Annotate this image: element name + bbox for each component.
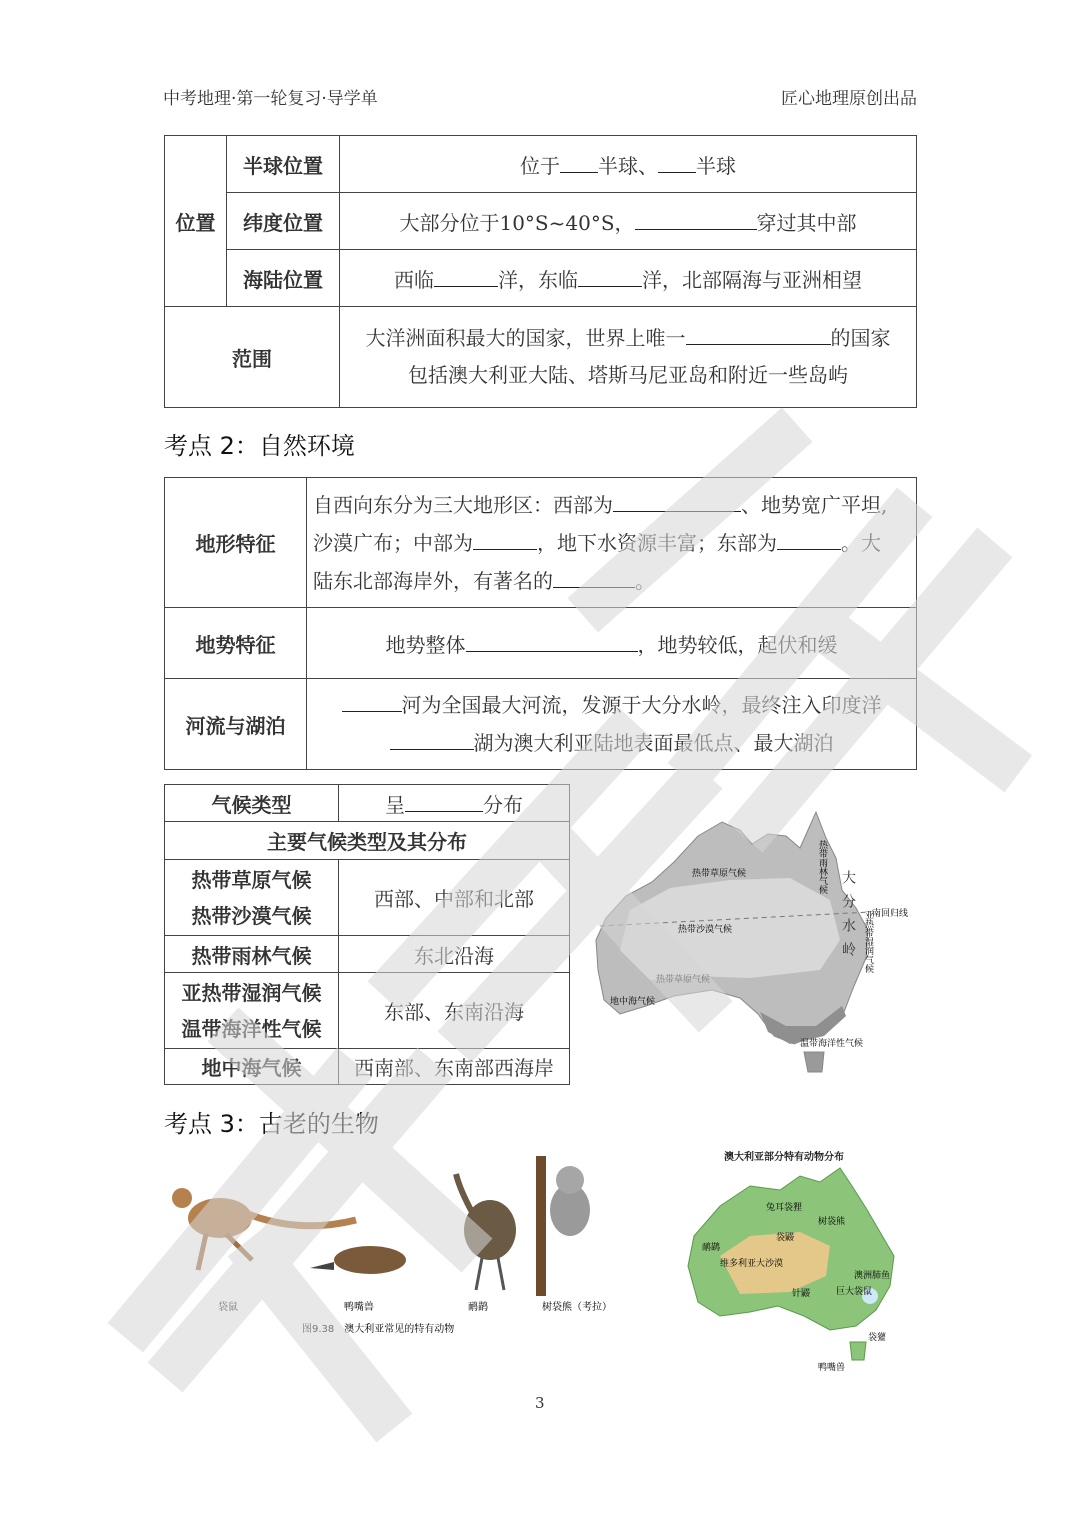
scope-text-c: 包括澳大利亚大陆、塔斯马尼亚岛和附近一些岛屿: [408, 363, 848, 387]
sealand-text-b: 洋，东临: [498, 267, 578, 292]
blank-field[interactable]: [342, 693, 402, 712]
koala-label: 树袋熊（考拉）: [542, 1302, 612, 1313]
climate-main-label: 主要气候类型及其分布: [165, 822, 570, 860]
river-text-a: 河为全国最大河流，发源于大分水岭，最终注入印度洋: [401, 693, 882, 717]
blank-field[interactable]: [658, 154, 696, 173]
blank-field[interactable]: [473, 531, 537, 550]
section-2-title: 考点 2：自然环境: [164, 432, 355, 460]
climate-table: [164, 784, 570, 1085]
animal-map-label: 鸭嘴兽: [818, 1363, 846, 1373]
hemisphere-cell: [340, 136, 917, 193]
sealand-cell: [340, 250, 917, 307]
slope-label: 地势特征: [165, 608, 307, 679]
terrain-text-a: 自西向东分为三大地形区：西部为: [313, 492, 613, 517]
terrain-label: 地形特征: [165, 478, 307, 608]
slope-text-b: ，地势较低，起伏和缓: [637, 632, 838, 657]
terrain-text-g: 。: [635, 568, 655, 593]
river-cell: [307, 679, 917, 770]
platypus-image: [310, 1246, 406, 1274]
map-label-range: 大分水岭: [840, 870, 856, 966]
tasmania: [804, 1052, 824, 1072]
scope-text-b: 的国家: [830, 326, 891, 350]
animal-map-label: 袋鼹: [776, 1233, 795, 1243]
animal-map-tasmania: [850, 1342, 866, 1360]
latitude-text-a: 大部分位于10°S~40°S，: [399, 210, 635, 235]
animal-distribution-map: [680, 1146, 920, 1376]
animal-map-label: 巨大袋鼠: [836, 1287, 873, 1297]
terrain-text-b: 、地势宽广平坦,: [741, 492, 888, 517]
animal-map-label: 鸸鹋: [702, 1243, 721, 1253]
position-label: 位置: [165, 136, 227, 307]
river-text-b: 湖为澳大利亚陆地表面最低点、最大湖泊: [473, 731, 834, 755]
map-label-savanna: 热带草原气候: [692, 869, 747, 879]
terrain-text-d: ，地下水资源丰富；东部为: [537, 530, 777, 555]
animals-illustration: [160, 1150, 630, 1340]
scope-label: 范围: [165, 307, 340, 408]
climate-type-text-b: 分布: [483, 792, 523, 817]
blank-field[interactable]: [578, 268, 642, 287]
animal-map-label: 袋獾: [868, 1333, 887, 1343]
kangaroo-image: [172, 1188, 356, 1270]
map-label-rainforest: 热带雨林气候: [817, 840, 827, 894]
emu-label: 鸸鹋: [468, 1302, 488, 1313]
koala-image: [536, 1156, 590, 1296]
blank-field[interactable]: [405, 793, 483, 812]
climate-name: 热带雨林气候: [191, 943, 312, 968]
blank-field[interactable]: [466, 633, 638, 652]
header-right: 匠心地理原创出品: [781, 89, 917, 109]
sealand-label: 海陆位置: [227, 250, 340, 307]
map-label-marine: 温带海洋性气候: [800, 1039, 864, 1049]
terrain-cell: [307, 478, 917, 608]
sealand-text-a: 西临: [394, 267, 434, 292]
latitude-text-b: 穿过其中部: [756, 210, 857, 235]
animals-caption: 图9.38 澳大利亚常见的特有动物: [302, 1324, 455, 1335]
sealand-text-c: 洋，北部隔海与亚洲相望: [642, 267, 862, 292]
latitude-label: 纬度位置: [227, 193, 340, 250]
climate-row-dist: 东部、东南沿海: [339, 973, 570, 1049]
terrain-text-c: 沙漠广布；中部为: [313, 530, 473, 555]
australia-climate-map: [590, 800, 930, 1080]
latitude-cell: [340, 193, 917, 250]
map-label-desert: 热带沙漠气候: [678, 925, 733, 935]
hemisphere-label: 半球位置: [227, 136, 340, 193]
hemisphere-text-a: 位于: [520, 153, 560, 178]
slope-text-a: 地势整体: [385, 632, 466, 657]
climate-row-dist: 西南部、东南部西海岸: [339, 1049, 570, 1085]
animal-map-title: 澳大利亚部分特有动物分布: [724, 1152, 844, 1163]
blank-field[interactable]: [777, 531, 841, 550]
climate-name: 地中海气候: [201, 1056, 302, 1080]
blank-field[interactable]: [613, 493, 741, 512]
blank-field[interactable]: [560, 154, 598, 173]
map-label-humid: 亚热带湿润气候: [863, 910, 873, 973]
climate-name: 热带草原气候: [191, 867, 312, 892]
animal-map-label: 维多利亚大沙漠: [720, 1259, 784, 1269]
page-number: 3: [535, 1394, 545, 1412]
scope-text-a: 大洋洲面积最大的国家，世界上唯一: [365, 326, 686, 350]
platypus-label: 鸭嘴兽: [344, 1302, 374, 1313]
map-label-med: 地中海气候: [610, 997, 656, 1007]
climate-type-text-a: 呈: [385, 792, 405, 817]
blank-field[interactable]: [553, 569, 635, 588]
emu-image: [456, 1174, 516, 1290]
slope-cell: [307, 608, 917, 679]
blank-field[interactable]: [390, 731, 474, 750]
map-label-tropic: 南回归线: [872, 909, 909, 919]
blank-field[interactable]: [434, 268, 498, 287]
position-table: [164, 135, 917, 408]
climate-type-label: 气候类型: [165, 785, 339, 822]
climate-type-cell: [339, 785, 570, 822]
climate-row-names: [165, 936, 339, 973]
blank-field[interactable]: [686, 326, 831, 345]
section-3-title: 考点 3：古老的生物: [164, 1110, 379, 1138]
climate-row-names: [165, 973, 339, 1049]
climate-row-dist: 西部、中部和北部: [339, 860, 570, 936]
climate-name: 热带沙漠气候: [191, 903, 312, 928]
animal-map-label: 澳洲肺鱼: [854, 1271, 891, 1281]
terrain-text-f: 陆东北部海岸外，有著名的: [313, 568, 553, 593]
hemisphere-text-b: 半球、: [598, 153, 658, 178]
nature-table: [164, 477, 917, 770]
animal-map-label: 针鼹: [792, 1289, 811, 1299]
river-label: 河流与湖泊: [165, 679, 307, 770]
climate-row-names: [165, 860, 339, 936]
animal-map-label: 树袋熊: [818, 1217, 846, 1227]
hemisphere-text-c: 半球: [696, 153, 736, 178]
climate-row-names: [165, 1049, 339, 1085]
header-left: 中考地理·第一轮复习·导学单: [163, 89, 378, 109]
climate-name: 温带海洋性气候: [181, 1016, 322, 1041]
terrain-text-e: 。大: [841, 530, 881, 555]
animal-map-label: 兔耳袋狸: [766, 1203, 803, 1213]
climate-name: 亚热带湿润气候: [181, 980, 322, 1005]
climate-row-dist: 东北沿海: [339, 936, 570, 973]
blank-field[interactable]: [635, 211, 757, 230]
map-label-savanna-south: 热带草原气候: [656, 975, 711, 985]
scope-cell: [340, 307, 917, 408]
kangaroo-label: 袋鼠: [218, 1302, 238, 1313]
